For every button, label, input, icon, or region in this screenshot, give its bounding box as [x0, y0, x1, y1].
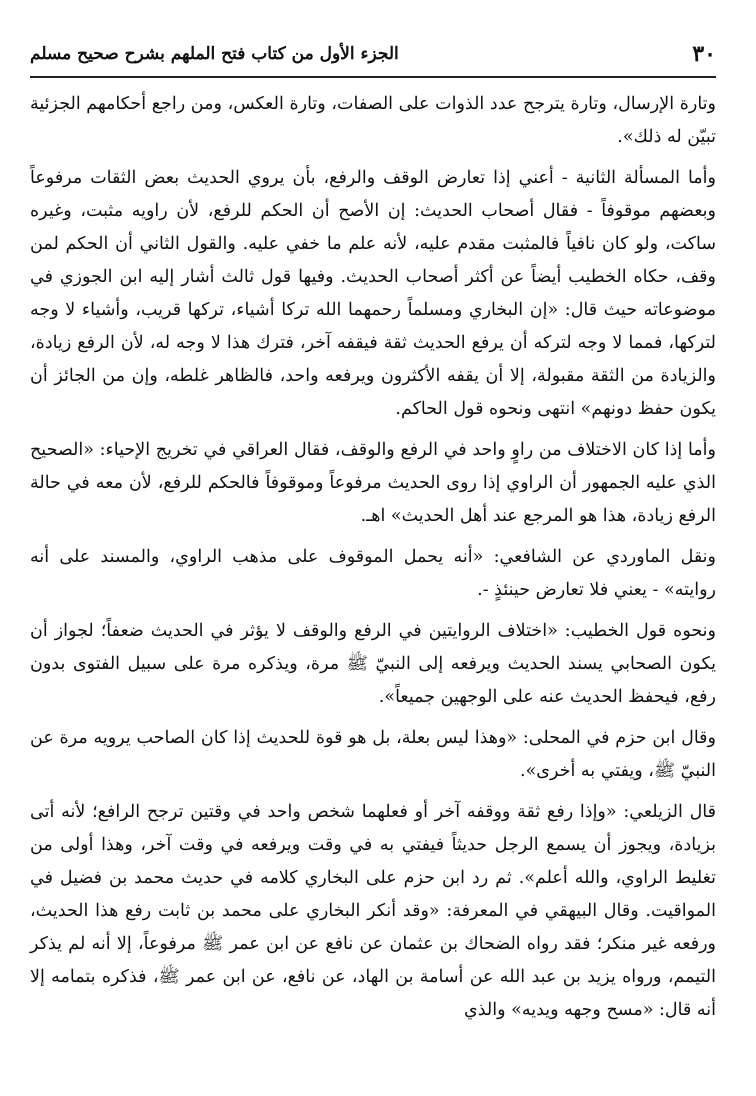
- page-body: [30, 88, 716, 1088]
- paragraph: ونقل الماوردي عن الشافعي: «أنه يحمل الموقوف على مذهب الراوي، والمسند على أنه روايته» - يعني فلا تعارض حينئذٍ -.: [30, 547, 716, 600]
- running-header: [30, 34, 716, 74]
- paragraph: قال الزيلعي: «وإذا رفع ثقة ووقفه آخر أو فعلهما شخص واحد في وقتين ترجح الرافع؛ لأنه أتى بزيادة، ويجوز أن يسمع الرجل حديثاً فيفتي به في وقت ويرفعه في وقت آخر، وهذا أولى من تغليط الراوي، والله أعلم». ثم رد ابن حزم على البخاري كلامه في حديث محمد بن فضيل في المواقيت. وقال البيهقي في المعرفة: «وقد أنكر البخاري على محمد بن ثابت رفع هذا الحديث، ورفعه غير منكر؛ فقد رواه الضحاك بن عثمان عن نافع عن ابن عمر ﷺ مرفوعاً، إلا أنه لم يذكر التيمم، ورواه يزيد بن عبد الله عن أسامة بن الهاد، عن نافع، عن ابن عمر ﷺ، فذكره بتمامه إلا أنه قال: «مسح وجهه ويديه» والذي: [30, 802, 716, 1020]
- header-rule: [30, 76, 716, 78]
- running-title: الجزء الأول من كتاب فتح الملهم بشرح صحيح مسلم: [30, 44, 399, 64]
- paragraph: ونحوه قول الخطيب: «اختلاف الروايتين في الرفع والوقف لا يؤثر في الحديث ضعفاً؛ لجواز أن يكون الصحابي يسند الحديث ويرفعه إلى النبيّ ﷺ مرة، ويذكره مرة على سبيل الفتوى بدون رفع، فيحفظ الحديث عنه على الوجهين جميعاً».: [30, 621, 716, 707]
- paragraph: وأما إذا كان الاختلاف من راوٍ واحد في الرفع والوقف، فقال العراقي في تخريج الإحياء: «الصحيح الذي عليه الجمهور أن الراوي إذا روى الحديث مرفوعاً وموقوفاً فالحكم للرفع، لأن معه في حالة الرفع زيادة، هذا هو المرجع عند أهل الحديث» اهـ.: [30, 440, 716, 526]
- paragraph: وأما المسألة الثانية - أعني إذا تعارض الوقف والرفع، بأن يروي الحديث بعض الثقات مرفوعاً وبعضهم موقوفاً - فقال أصحاب الحديث: إن الأصح أن الحكم للرفع، لأن راويه مثبت، وغيره ساكت، ولو كان نافياً فالمثبت مقدم عليه، لأنه علم ما خفي عليه. والقول الثاني أن الحكم لمن وقف، حكاه الخطيب أيضاً عن أكثر أصحاب الحديث. وفيها قول ثالث أشار إليه ابن الجوزي في موضوعاته حيث قال: «إن البخاري ومسلماً رحمهما الله تركا أشياء، تركها قريب، وأشياء لا وجه لتركها، فمما لا وجه لتركه أن يرفع الحديث ثقة فيقفه آخر، فترك هذا لا وجه له، لأن الرفع زيادة، والزيادة من الثقة مقبولة، إلا أن يقفه الأكثرون ويرفعه واحد، فالظاهر غلطه، وإن من الجائز أن يكون حفظ دونهم» انتهى ونحوه قول الحاكم.: [30, 168, 716, 419]
- paragraph: وقال ابن حزم في المحلى: «وهذا ليس بعلة، بل هو قوة للحديث إذا كان الصاحب يرويه مرة عن النبيّ ﷺ، ويفتي به أخرى».: [30, 728, 716, 781]
- paragraph: وتارة الإرسال، وتارة يترجح عدد الذوات على الصفات، وتارة العكس، ومن راجع أحكامهم الجزئية تبيّن له ذلك».: [30, 94, 716, 147]
- page-number: ٣٠: [692, 41, 716, 67]
